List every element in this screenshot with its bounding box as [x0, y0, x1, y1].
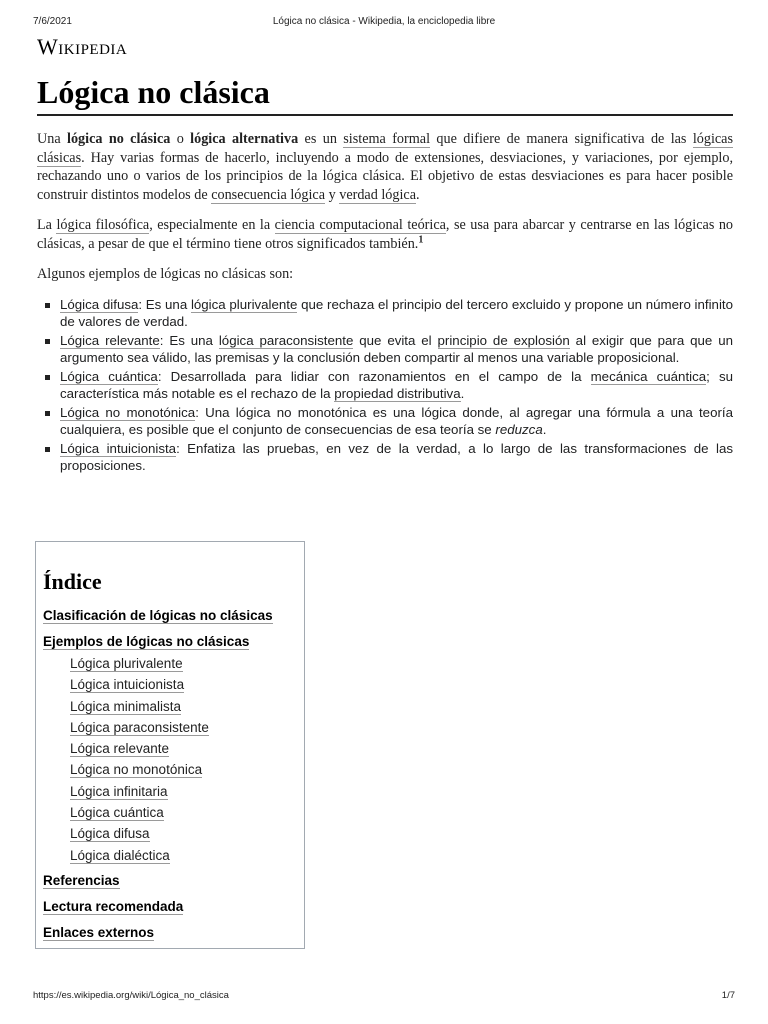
link-logica-difusa[interactable]: Lógica difusa [60, 296, 139, 312]
list-item: Lógica no monotónica: Una lógica no monotónica es una lógica donde, al agregar una fórmula a una teoría cualquiera, es posible que el conjunto de consecuencias de esa teoría se reduzca. [37, 404, 733, 438]
print-footer [33, 990, 735, 1002]
link-consecuencia-logica[interactable]: consecuencia lógica [211, 186, 326, 203]
toc-subitem[interactable]: Lógica difusa [70, 826, 150, 842]
page-url: https://es.wikipedia.org/wiki/Lógica_no_clásica [33, 990, 229, 1001]
link-sistema-formal[interactable]: sistema formal [343, 131, 431, 147]
second-paragraph: La lógica filosófica, especialmente en la ciencia computacional teórica, se usa para abarcar y centrarse en las lógicas no clásicas, a pesar de que el término tiene otros significados también.$^1$ [37, 217, 734, 252]
toc-sublist [43, 653, 304, 866]
link-logica-intuicionista[interactable]: Lógica intuicionista [60, 440, 177, 456]
list-item: Lógica difusa: Es una lógica plurivalente que rechaza el principio del tercero excluido y propone un número infinito de valores de verdad. [37, 296, 733, 330]
toc-item-referencias[interactable]: Referencias [43, 872, 120, 888]
link-ciencia-computacional-teorica[interactable]: ciencia computacional teórica [274, 217, 446, 233]
bullet-icon [45, 339, 50, 344]
print-header [33, 16, 735, 30]
intro-paragraph: Una lógica no clásica o lógica alternativa es un sistema formal que difiere de manera significativa de las lógicas clásicas. Hay varias formas de hacerlo, incluyendo a modo de extensiones, desviaciones, y variaciones, por ejemplo, rechazando uno o varios de los principios de la lógica clásica. El objetivo de estas desviaciones es para hacer posible construir distintos modelos de consecuencia lógica y verdad lógica. [37, 131, 733, 203]
toc-subitem[interactable]: Lógica infinitaria [70, 783, 168, 799]
toc-subitem[interactable]: Lógica plurivalente [70, 656, 183, 671]
toc-subitem[interactable]: Lógica dialéctica [70, 847, 170, 863]
toc-subitem[interactable]: Lógica minimalista [70, 698, 182, 714]
link-logica-cuantica[interactable]: Lógica cuántica [60, 368, 158, 384]
list-item: Lógica intuicionista: Enfatiza las pruebas, en vez de la verdad, a lo largo de las transformaciones de las proposiciones. [37, 440, 733, 474]
page-title: Lógica no clásica [37, 70, 733, 116]
list-item: Lógica relevante: Es una lógica paraconsistente que evita el principio de explosión al exigir que para que un argumento sea válido, las premisas y la conclusión deben compartir al menos una variable proposicional. [37, 332, 733, 366]
print-document-title: Lógica no clásica - Wikipedia, la enciclopedia libre [272, 16, 496, 27]
print-date: 7/6/2021 [33, 16, 72, 27]
link-logica-relevante[interactable]: Lógica relevante [60, 332, 160, 348]
link-propiedad-distributiva[interactable]: propiedad distributiva [334, 385, 461, 401]
bullet-icon [45, 303, 50, 308]
examples-list [37, 296, 733, 474]
toc-subitem[interactable]: Lógica paraconsistente [70, 719, 209, 735]
link-logica-no-monotonica[interactable]: Lógica no monotónica [60, 404, 196, 420]
page-number: 1/7 [721, 990, 735, 1001]
link-logica-filosofica[interactable]: lógica filosófica [56, 217, 150, 233]
link-verdad-logica[interactable]: verdad lógica [339, 186, 417, 203]
toc-heading: Índice [43, 569, 102, 594]
toc-item-ejemplos[interactable]: Ejemplos de lógicas no clásicas Lógica plurivalente Lógica intuicionista Lógica minimalista Lógica paraconsistente Lógica relevante Lógica no monotónica Lógica infinitaria Lógica cuántica Lógica difusa Lógica dialéctica [43, 631, 304, 866]
reference-marker[interactable]: 1 [418, 233, 424, 245]
article-body [37, 130, 733, 476]
table-of-contents [35, 541, 305, 949]
link-logica-plurivalente[interactable]: lógica plurivalente [190, 296, 298, 312]
toc-list [36, 605, 304, 944]
examples-intro: Algunos ejemplos de lógicas no clásicas son: [37, 266, 294, 282]
toc-item-clasificacion[interactable]: Clasificación de lógicas no clásicas [43, 608, 273, 623]
toc-item-enlaces-externos[interactable]: Enlaces externos [43, 924, 155, 940]
toc-subitem[interactable]: Lógica cuántica [70, 805, 164, 821]
list-item: Lógica cuántica: Desarrollada para lidiar con razonamientos en el campo de la mecánica cuántica; su característica más notable es el rechazo de la propiedad distributiva. [37, 368, 733, 402]
toc-item-lectura-recomendada[interactable]: Lectura recomendada [43, 898, 184, 914]
bullet-icon [45, 375, 50, 380]
bullet-icon [45, 411, 50, 416]
toc-subitem[interactable]: Lógica relevante [70, 741, 170, 757]
toc-subitem[interactable]: Lógica intuicionista [70, 677, 185, 693]
link-logicas-clasicas[interactable]: lógicas clásicas [37, 131, 733, 166]
link-principio-de-explosion[interactable]: principio de explosión [437, 332, 570, 348]
link-logica-paraconsistente[interactable]: lógica paraconsistente [218, 332, 354, 348]
wikipedia-wordmark[interactable]: Wikipedia [37, 34, 128, 59]
link-mecanica-cuantica[interactable]: mecánica cuántica [590, 368, 707, 384]
toc-subitem[interactable]: Lógica no monotónica [70, 762, 203, 778]
bullet-icon [45, 447, 50, 452]
